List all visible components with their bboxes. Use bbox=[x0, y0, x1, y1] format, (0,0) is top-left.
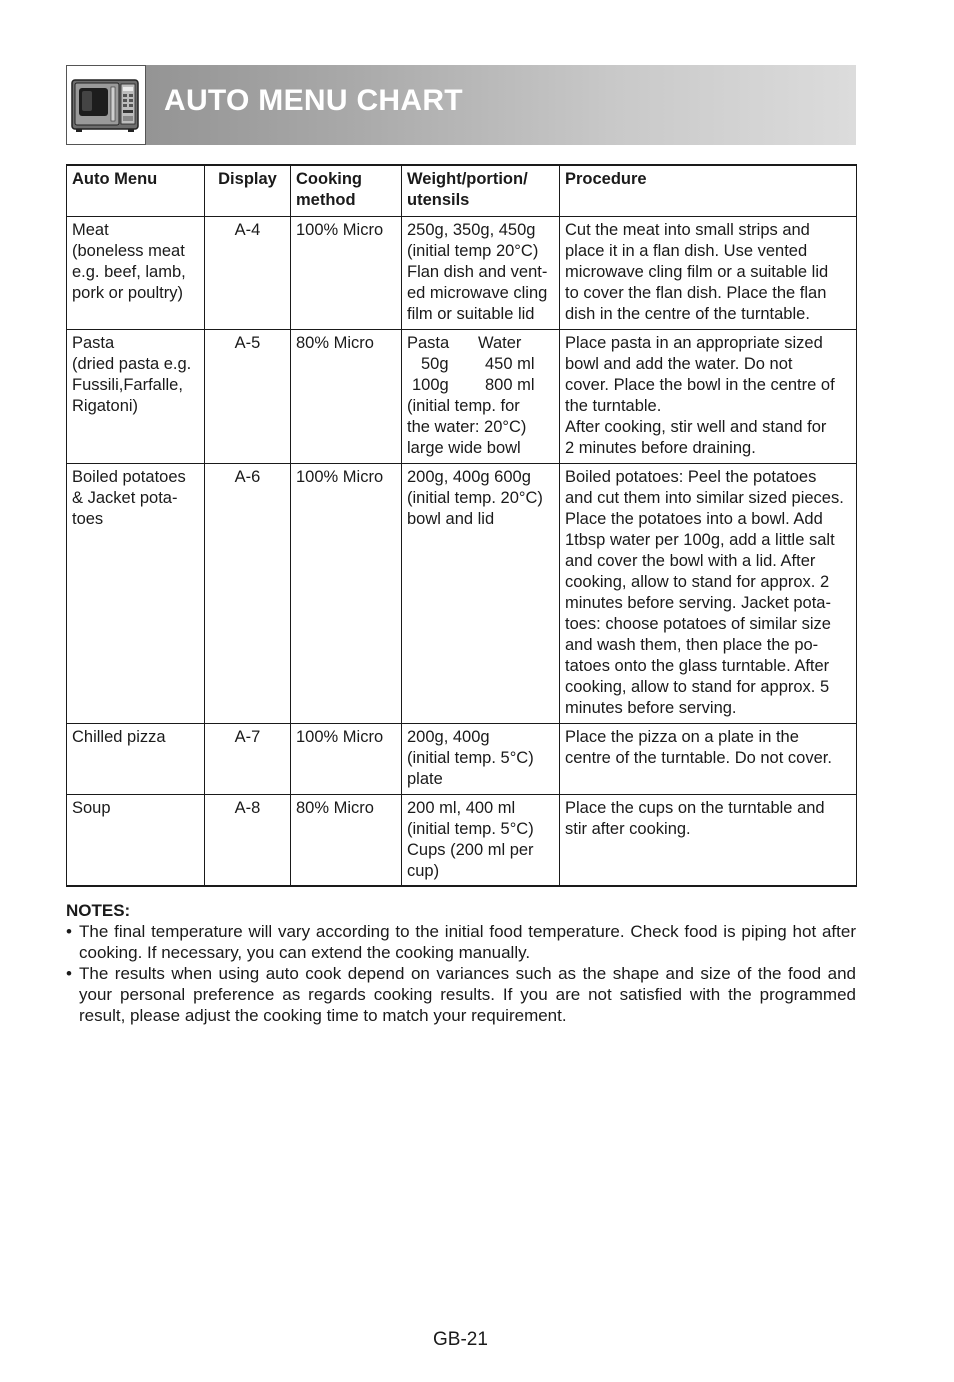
header-cooking-method: Cooking method bbox=[291, 165, 402, 216]
menu-cell: Meat (boneless meat e.g. beef, lamb, pork or poultry) bbox=[67, 216, 205, 329]
pasta-water-table: Pasta Water 50g 450 ml 100g 800 ml bbox=[407, 333, 535, 394]
header-auto-menu: Auto Menu bbox=[67, 165, 205, 216]
display-cell: A-4 bbox=[205, 216, 291, 329]
display-cell: A-8 bbox=[205, 794, 291, 886]
weight-cell: 200g, 400g (initial temp. 5°C) plate bbox=[402, 723, 560, 794]
display-cell: A-7 bbox=[205, 723, 291, 794]
page-number: GB-21 bbox=[433, 1329, 488, 1350]
header-procedure: Procedure bbox=[560, 165, 857, 216]
display-cell: A-6 bbox=[205, 463, 291, 723]
table-row bbox=[67, 463, 857, 723]
menu-cell: Boiled potatoes & Jacket pota- toes bbox=[67, 463, 205, 723]
section-header bbox=[66, 65, 856, 145]
method-cell: 80% Micro bbox=[291, 329, 402, 463]
menu-cell: Soup bbox=[67, 794, 205, 886]
method-cell: 100% Micro bbox=[291, 723, 402, 794]
method-cell: 100% Micro bbox=[291, 463, 402, 723]
method-cell: 80% Micro bbox=[291, 794, 402, 886]
weight-cell: 250g, 350g, 450g (initial temp 20°C) Flan dish and vent- ed microwave cling film or suitable lid bbox=[402, 216, 560, 329]
procedure-cell: Boiled potatoes: Peel the potatoes and cut them into similar sized pieces. Place the potatoes into a bowl. Add 1tbsp water per 100g, add a little salt and cover the bowl with a lid. After cooking, allow to stand for approx. 2 minutes before serving. Jacket pota- toes: choose potatoes of similar size and wash them, then place the po- tatoes onto the glass turntable. After cooking, allow to stand for approx. 5 minutes before serving. bbox=[560, 463, 857, 723]
procedure-cell: Place the cups on the turntable and stir after cooking. bbox=[560, 794, 857, 886]
table-row bbox=[67, 794, 857, 886]
table-row bbox=[67, 216, 857, 329]
microwave-icon-graphic bbox=[67, 66, 145, 144]
note-text: The final temperature will vary according to the initial food temperature. Check food is piping hot after cooking. If necessary, you can extend the cooking manually. bbox=[79, 922, 856, 962]
header-display: Display bbox=[205, 165, 291, 216]
auto-menu-table bbox=[66, 164, 857, 887]
note-item bbox=[66, 963, 856, 1026]
method-cell: 100% Micro bbox=[291, 216, 402, 329]
bullet-icon: • bbox=[66, 922, 72, 941]
bullet-icon: • bbox=[66, 964, 72, 983]
weight-cell: Pasta Water 50g 450 ml 100g 800 ml (initial temp. for the water: 20°C) large wide bowl bbox=[402, 329, 560, 463]
page-title: AUTO MENU CHART bbox=[164, 84, 463, 117]
notes-title: NOTES: bbox=[66, 901, 131, 920]
header-weight: Weight/portion/ utensils bbox=[402, 165, 560, 216]
procedure-cell: Place pasta in an appropriate sized bowl and add the water. Do not cover. Place the bowl in the centre of the turntable. After cooking, stir well and stand for 2 minutes before draining. bbox=[560, 329, 857, 463]
table-row bbox=[67, 329, 857, 463]
table-row bbox=[67, 723, 857, 794]
note-item bbox=[66, 921, 856, 963]
procedure-cell: Cut the meat into small strips and place it in a flan dish. Use vented microwave cling film or a suitable lid to cover the flan dish. Place the flan dish in the centre of the turntable. bbox=[560, 216, 857, 329]
microwave-icon bbox=[66, 65, 146, 145]
table-header-row bbox=[67, 165, 857, 216]
procedure-cell: Place the pizza on a plate in the centre of the turntable. Do not cover. bbox=[560, 723, 857, 794]
weight-cell: 200g, 400g 600g (initial temp. 20°C) bowl and lid bbox=[402, 463, 560, 723]
menu-cell: Pasta (dried pasta e.g. Fussili,Farfalle, Rigatoni) bbox=[67, 329, 205, 463]
notes-section bbox=[66, 900, 856, 1026]
display-cell: A-5 bbox=[205, 329, 291, 463]
weight-cell: 200 ml, 400 ml (initial temp. 5°C) Cups (200 ml per cup) bbox=[402, 794, 560, 886]
note-text: The results when using auto cook depend on variances such as the shape and size of the food and your personal preference as regards cooking results. If you are not satisfied with the programmed result, please adjust the cooking time to match your requirement. bbox=[79, 964, 856, 1025]
menu-cell: Chilled pizza bbox=[67, 723, 205, 794]
